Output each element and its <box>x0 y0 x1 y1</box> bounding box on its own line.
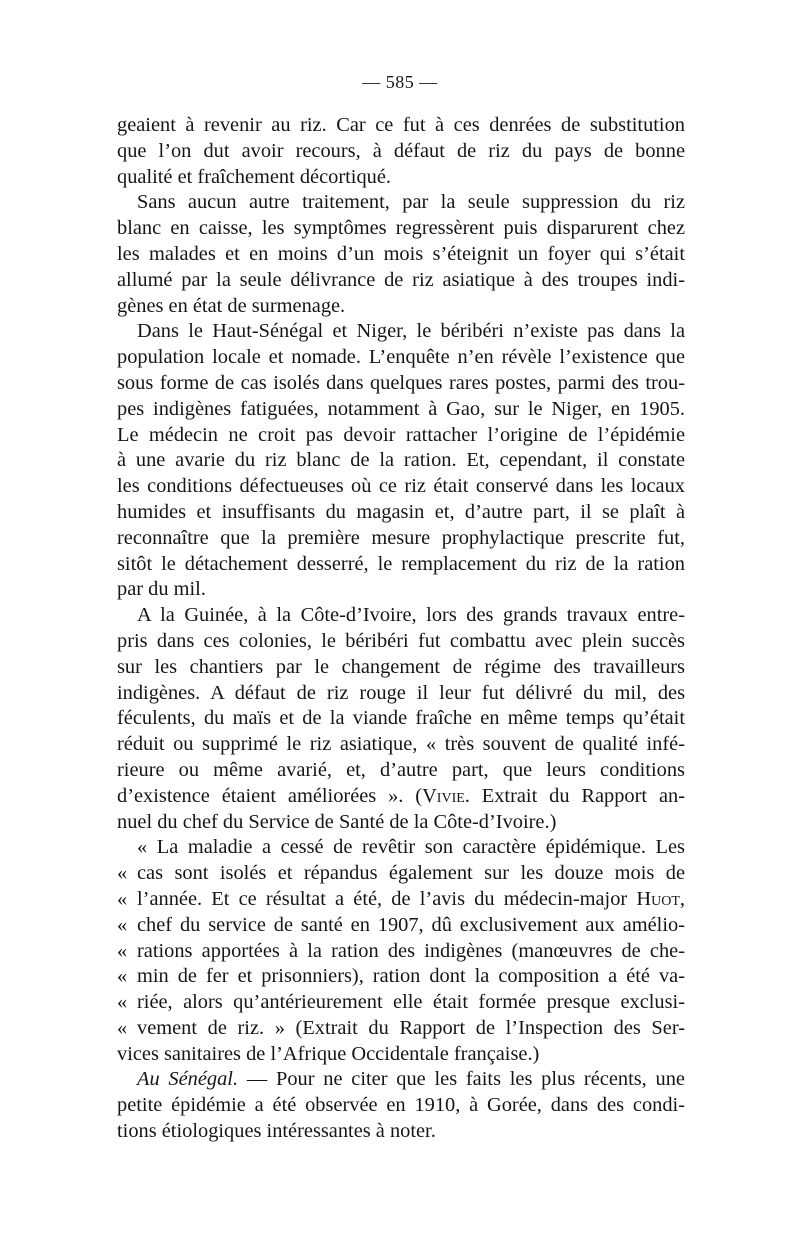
line-text: blanc en caisse, les symptômes regressèrent puis disparurent chez <box>117 217 685 240</box>
line-text: nuel du chef du Service de Santé de la Côte-d’Ivoire.) <box>117 810 557 833</box>
line-text: pes indigènes fatiguées, notamment à Gao, sur le Niger, en 1905. <box>117 397 685 420</box>
text-line <box>117 1067 685 1093</box>
line-text: par du mil. <box>117 578 206 601</box>
italic-heading: Au Sénégal. <box>137 1068 239 1091</box>
line-text: d’existence étaient améliorées ». ( <box>117 784 423 807</box>
line-text: vement de riz. » (Extrait du Rapport de l’Inspection des Ser- <box>137 1016 685 1039</box>
line-text: riée, alors qu’antérieurement elle était formée presque exclusi- <box>137 991 685 1014</box>
text-line <box>117 319 685 345</box>
author-name: Vivie <box>422 784 465 807</box>
text-line <box>117 345 685 371</box>
text-line <box>117 216 685 242</box>
text-line <box>117 190 685 216</box>
author-name: Huot <box>636 887 680 910</box>
text-line <box>117 577 685 603</box>
text-line <box>117 242 685 268</box>
text-line <box>117 113 685 139</box>
text-line <box>117 810 685 836</box>
line-text: indigènes. A défaut de riz rouge il leur fut délivré du mil, des <box>117 681 685 704</box>
line-text: l’année. Et ce résultat a été, de l’avis du médecin-major <box>137 887 637 910</box>
text-line <box>117 835 685 861</box>
text-line <box>117 964 685 990</box>
text-line <box>117 758 685 784</box>
line-text: petite épidémie a été observée en 1910, à Gorée, dans des condi- <box>117 1094 685 1117</box>
line-text: les malades et en moins d’un mois s’éteignit un foyer qui s’était <box>117 242 685 265</box>
line-text: sous forme de cas isolés dans quelques rares postes, parmi des trou- <box>117 371 685 394</box>
line-text: reconnaître que la première mesure prophylactique prescrite fut, <box>117 526 685 549</box>
line-text: pris dans ces colonies, le béribéri fut combattu avec plein succès <box>117 629 685 652</box>
quote-mark: « <box>117 862 128 885</box>
text-line <box>117 1016 685 1042</box>
line-text: à une avarie du riz blanc de la ration. Et, cependant, il constate <box>117 449 685 472</box>
text-line <box>117 552 685 578</box>
line-text: féculents, du maïs et de la viande fraîche en même temps qu’était <box>117 707 685 730</box>
text-line <box>117 913 685 939</box>
text-line <box>117 268 685 294</box>
line-text: vices sanitaires de l’Afrique Occidentale française.) <box>117 1042 540 1065</box>
text-line <box>117 861 685 887</box>
page-number: — 585 — <box>362 72 438 92</box>
text-line <box>117 784 685 810</box>
quote-mark: « <box>117 939 128 962</box>
line-text: cas sont isolés et répandus également sur les douze mois de <box>137 862 685 885</box>
text-line <box>117 939 685 965</box>
text-line <box>117 887 685 913</box>
line-text-continued: . Extrait du Rapport an- <box>464 784 685 807</box>
text-line <box>117 1042 685 1068</box>
text-line <box>117 448 685 474</box>
text-line <box>117 681 685 707</box>
text-line <box>117 139 685 165</box>
line-text: Le médecin ne croit pas devoir rattacher l’origine de l’épidémie <box>117 423 685 446</box>
line-text: chef du service de santé en 1907, dû exclusivement aux amélio- <box>137 913 685 936</box>
text-line <box>117 1119 685 1145</box>
quote-mark: « <box>117 1016 128 1039</box>
line-text: min de fer et prisonniers), ration dont la composition a été va- <box>137 965 685 988</box>
quote-mark: « <box>117 887 128 910</box>
line-text: « La maladie a cessé de revêtir son caractère épidémique. Les <box>137 836 685 859</box>
text-line <box>117 990 685 1016</box>
line-text: — Pour ne citer que les faits les plus récents, une <box>238 1068 685 1091</box>
line-text: sur les chantiers par le changement de régime des travailleurs <box>117 655 685 678</box>
text-line <box>117 294 685 320</box>
quote-mark: « <box>117 965 128 988</box>
text-line <box>117 165 685 191</box>
line-text: sitôt le détachement desserré, le remplacement du riz de la ration <box>117 552 685 575</box>
text-line <box>117 603 685 629</box>
line-text: les conditions défectueuses où ce riz était conservé dans les locaux <box>117 475 685 498</box>
line-text: gènes en état de surmenage. <box>117 294 346 317</box>
line-text: tions étiologiques intéressantes à noter. <box>117 1120 436 1143</box>
text-line <box>117 655 685 681</box>
line-text: Sans aucun autre traitement, par la seule suppression du riz <box>137 191 685 214</box>
line-text: réduit ou supprimé le riz asiatique, « très souvent de qualité infé- <box>117 733 685 756</box>
line-text: A la Guinée, à la Côte-d’Ivoire, lors des grands travaux entre- <box>137 604 685 627</box>
text-line <box>117 706 685 732</box>
text-line <box>117 629 685 655</box>
text-line <box>117 371 685 397</box>
line-text: rations apportées à la ration des indigènes (manœuvres de che- <box>137 939 685 962</box>
line-text: allumé par la seule délivrance de riz asiatique à des troupes indi- <box>117 268 685 291</box>
quote-mark: « <box>117 913 128 936</box>
line-text: rieure ou même avarié, et, d’autre part, que leurs conditions <box>117 758 685 781</box>
line-text: population locale et nomade. L’enquête n’en révèle l’existence que <box>117 346 685 369</box>
line-text: qualité et fraîchement décortiqué. <box>117 165 392 188</box>
line-text: geaient à revenir au riz. Car ce fut à ces denrées de substitution <box>117 114 685 136</box>
quote-mark: « <box>117 991 128 1014</box>
line-text: que l’on dut avoir recours, à défaut de riz du pays de bonne <box>117 139 685 162</box>
line-text: humides et insuffisants du magasin et, d’autre part, il se plaît à <box>117 500 685 523</box>
text-line <box>117 474 685 500</box>
text-line <box>117 526 685 552</box>
text-line <box>117 500 685 526</box>
line-text-continued: , <box>679 887 685 910</box>
line-text: Dans le Haut-Sénégal et Niger, le béribéri n’existe pas dans la <box>137 320 685 343</box>
text-line <box>117 732 685 758</box>
body-text <box>117 113 685 1145</box>
text-line <box>117 397 685 423</box>
text-line <box>117 423 685 449</box>
text-line <box>117 1093 685 1119</box>
